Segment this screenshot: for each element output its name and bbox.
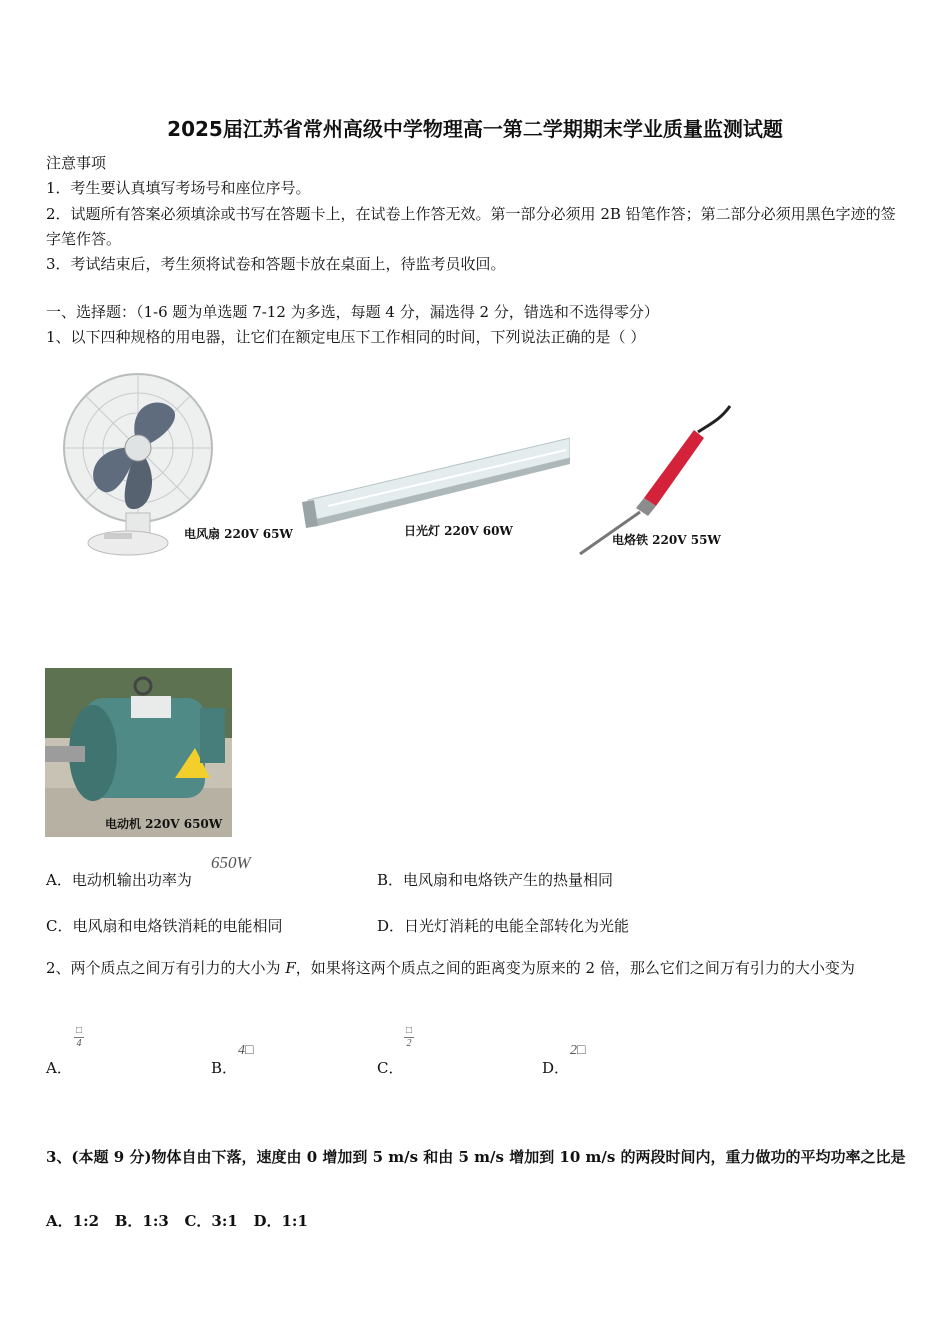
q2-option-d-value: 2□ <box>570 1043 586 1058</box>
section-heading: 一、选择题：（1-6 题为单选题 7-12 为多选，每题 4 分，漏选得 2 分，错选和不选得零分） <box>46 303 659 321</box>
notice-item-1: 1．考生要认真填写考场号和座位序号。 <box>46 179 311 197</box>
q1-option-d: D．日光灯消耗的电能全部转化为光能 <box>377 917 630 935</box>
q2-option-d: D． <box>542 1059 570 1077</box>
fluorescent-lamp-image <box>288 430 570 545</box>
soldering-iron-image <box>570 402 740 562</box>
q1-option-c: C．电风扇和电烙铁消耗的电能相同 <box>46 917 283 935</box>
motor-label: 电动机 220V 650W <box>105 817 223 831</box>
q3-stem: 3、(本题 9 分)物体自由下落，速度由 0 增加到 5 m/s 和由 5 m/s 增加到 10 m/s 的两段时间内，重力做功的平均功率之比是 <box>46 1148 906 1166</box>
q2-option-c-fraction: □ 2 <box>405 1025 413 1049</box>
q2-option-a: A． <box>46 1059 72 1077</box>
q1-option-a-formula: 650W <box>211 853 251 872</box>
notice-item-3: 3．考试结束后，考生须将试卷和答题卡放在桌面上，待监考员收回。 <box>46 255 506 273</box>
page-title: 2025届江苏省常州高级中学物理高一第二学期期末学业质量监测试题 <box>167 117 783 141</box>
q3-options: A．1:2 B．1:3 C．3:1 D．1:1 <box>46 1212 308 1230</box>
q1-option-b: B．电风扇和电烙铁产生的热量相同 <box>377 871 614 889</box>
q2-option-a-fraction: □ 4 <box>75 1025 83 1049</box>
notice-heading: 注意事项 <box>46 154 107 172</box>
q2-option-b: B． <box>211 1059 238 1077</box>
q2-option-b-value: 4□ <box>238 1043 254 1058</box>
q2-stem: 2、两个质点之间万有引力的大小为 F，如果将这两个质点之间的距离变为原来的 2 倍，那么它们之间万有引力的大小变为 <box>46 959 855 977</box>
q1-stem: 1、以下四种规格的用电器，让它们在额定电压下工作相同的时间，下列说法正确的是（ ） <box>46 328 646 346</box>
lamp-label: 日光灯 220V 60W <box>404 524 513 538</box>
q1-option-a: A．电动机输出功率为 <box>46 871 192 889</box>
iron-label: 电烙铁 220V 55W <box>612 533 721 547</box>
fan-label: 电风扇 220V 65W <box>184 527 293 541</box>
fan-image <box>62 363 293 558</box>
motor-image <box>45 668 232 837</box>
notice-item-2: 2．试题所有答案必须填涂或书写在答题卡上，在试卷上作答无效。第一部分必须用 2B 铅笔作答；第二部分必须用黑色字迹的签字笔作答。 <box>46 205 896 248</box>
q2-option-c: C． <box>377 1059 404 1077</box>
